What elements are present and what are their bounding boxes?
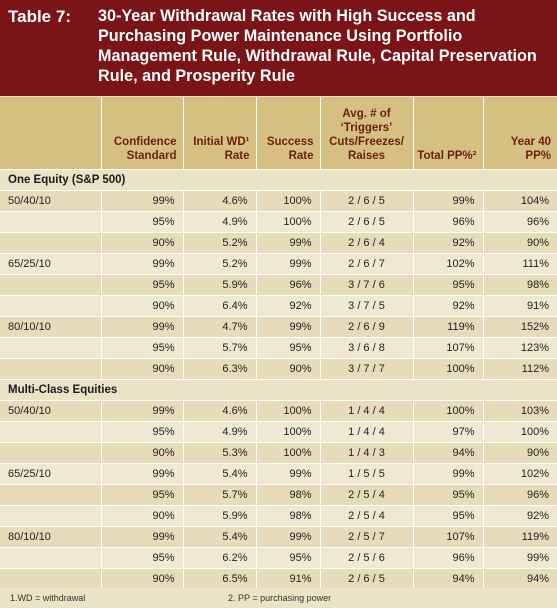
cell-confidence: 90% xyxy=(101,296,183,317)
table-row xyxy=(0,296,557,317)
table-number: Table 7: xyxy=(8,7,71,26)
cell-success-rate: 99% xyxy=(256,527,320,548)
cell-allocation xyxy=(0,212,101,233)
cell-triggers: 3 / 7 / 5 xyxy=(320,296,413,317)
cell-allocation: 80/10/10 xyxy=(0,317,101,338)
withdrawal-rates-table xyxy=(0,97,557,589)
cell-initial-wd-rate: 6.2% xyxy=(183,548,256,569)
cell-success-rate: 99% xyxy=(256,254,320,275)
cell-allocation xyxy=(0,422,101,443)
cell-allocation xyxy=(0,338,101,359)
cell-year40-pp: 96% xyxy=(483,485,557,506)
cell-triggers: 1 / 4 / 4 xyxy=(320,422,413,443)
cell-success-rate: 98% xyxy=(256,485,320,506)
cell-triggers: 2 / 5 / 7 xyxy=(320,527,413,548)
header-row xyxy=(0,97,557,170)
cell-total-pp: 95% xyxy=(413,506,483,527)
cell-initial-wd-rate: 6.4% xyxy=(183,296,256,317)
cell-success-rate: 99% xyxy=(256,233,320,254)
cell-confidence: 95% xyxy=(101,548,183,569)
cell-triggers: 2 / 6 / 7 xyxy=(320,254,413,275)
cell-success-rate: 98% xyxy=(256,506,320,527)
cell-initial-wd-rate: 5.4% xyxy=(183,464,256,485)
table-row xyxy=(0,275,557,296)
cell-triggers: 2 / 6 / 4 xyxy=(320,233,413,254)
cell-total-pp: 119% xyxy=(413,317,483,338)
table-row xyxy=(0,233,557,254)
section-header-row xyxy=(0,170,557,191)
cell-confidence: 90% xyxy=(101,569,183,590)
cell-total-pp: 96% xyxy=(413,212,483,233)
cell-year40-pp: 152% xyxy=(483,317,557,338)
cell-confidence: 95% xyxy=(101,338,183,359)
cell-total-pp: 94% xyxy=(413,569,483,590)
cell-confidence: 99% xyxy=(101,191,183,212)
cell-success-rate: 100% xyxy=(256,191,320,212)
cell-total-pp: 92% xyxy=(413,296,483,317)
cell-allocation xyxy=(0,296,101,317)
cell-confidence: 95% xyxy=(101,422,183,443)
cell-allocation: 50/40/10 xyxy=(0,401,101,422)
table-row xyxy=(0,212,557,233)
cell-triggers: 2 / 6 / 5 xyxy=(320,212,413,233)
cell-total-pp: 102% xyxy=(413,254,483,275)
cell-confidence: 90% xyxy=(101,506,183,527)
table-row xyxy=(0,338,557,359)
table-row xyxy=(0,359,557,380)
cell-initial-wd-rate: 5.2% xyxy=(183,254,256,275)
table-row xyxy=(0,422,557,443)
cell-confidence: 95% xyxy=(101,212,183,233)
cell-triggers: 1 / 4 / 4 xyxy=(320,401,413,422)
cell-success-rate: 99% xyxy=(256,317,320,338)
table-row xyxy=(0,254,557,275)
cell-total-pp: 96% xyxy=(413,548,483,569)
cell-year40-pp: 90% xyxy=(483,233,557,254)
cell-year40-pp: 112% xyxy=(483,359,557,380)
cell-triggers: 2 / 5 / 6 xyxy=(320,548,413,569)
table-row xyxy=(0,317,557,338)
cell-triggers: 3 / 7 / 7 xyxy=(320,359,413,380)
cell-year40-pp: 92% xyxy=(483,506,557,527)
cell-confidence: 99% xyxy=(101,401,183,422)
cell-confidence: 95% xyxy=(101,275,183,296)
cell-allocation xyxy=(0,506,101,527)
cell-initial-wd-rate: 4.6% xyxy=(183,401,256,422)
cell-year40-pp: 99% xyxy=(483,548,557,569)
table-row xyxy=(0,485,557,506)
cell-triggers: 2 / 5 / 4 xyxy=(320,506,413,527)
cell-success-rate: 95% xyxy=(256,548,320,569)
cell-confidence: 90% xyxy=(101,443,183,464)
cell-total-pp: 95% xyxy=(413,485,483,506)
cell-success-rate: 92% xyxy=(256,296,320,317)
cell-initial-wd-rate: 6.5% xyxy=(183,569,256,590)
cell-allocation xyxy=(0,359,101,380)
cell-success-rate: 91% xyxy=(256,569,320,590)
cell-total-pp: 97% xyxy=(413,422,483,443)
column-header-year40-pp: Year 40 PP% xyxy=(483,97,557,170)
cell-year40-pp: 98% xyxy=(483,275,557,296)
footnote-purchasing-power: 2. PP = purchasing power xyxy=(228,593,332,603)
table-row xyxy=(0,569,557,590)
cell-allocation: 65/25/10 xyxy=(0,464,101,485)
cell-success-rate: 90% xyxy=(256,359,320,380)
table-row xyxy=(0,464,557,485)
column-header-allocation xyxy=(0,97,101,170)
cell-triggers: 1 / 5 / 5 xyxy=(320,464,413,485)
section-title: One Equity (S&P 500) xyxy=(0,170,557,191)
cell-year40-pp: 111% xyxy=(483,254,557,275)
cell-initial-wd-rate: 5.7% xyxy=(183,338,256,359)
cell-triggers: 1 / 4 / 3 xyxy=(320,443,413,464)
cell-confidence: 95% xyxy=(101,485,183,506)
cell-confidence: 99% xyxy=(101,464,183,485)
cell-success-rate: 96% xyxy=(256,275,320,296)
cell-year40-pp: 90% xyxy=(483,443,557,464)
title-bar xyxy=(0,0,557,96)
cell-initial-wd-rate: 4.7% xyxy=(183,317,256,338)
cell-initial-wd-rate: 5.9% xyxy=(183,506,256,527)
cell-allocation xyxy=(0,275,101,296)
column-header-triggers: Avg. # of ‘Triggers’ Cuts/Freezes/ Raises xyxy=(320,97,413,170)
cell-year40-pp: 123% xyxy=(483,338,557,359)
cell-initial-wd-rate: 5.9% xyxy=(183,275,256,296)
cell-total-pp: 99% xyxy=(413,464,483,485)
footnotes xyxy=(0,588,557,608)
cell-triggers: 2 / 6 / 9 xyxy=(320,317,413,338)
cell-initial-wd-rate: 6.3% xyxy=(183,359,256,380)
cell-triggers: 3 / 6 / 8 xyxy=(320,338,413,359)
table-row xyxy=(0,401,557,422)
table-row xyxy=(0,443,557,464)
cell-total-pp: 92% xyxy=(413,233,483,254)
cell-allocation xyxy=(0,443,101,464)
cell-initial-wd-rate: 5.2% xyxy=(183,233,256,254)
table-row xyxy=(0,191,557,212)
cell-allocation xyxy=(0,548,101,569)
cell-triggers: 2 / 5 / 4 xyxy=(320,485,413,506)
cell-year40-pp: 119% xyxy=(483,527,557,548)
cell-allocation xyxy=(0,233,101,254)
cell-year40-pp: 103% xyxy=(483,401,557,422)
footnote-withdrawal: 1.WD = withdrawal xyxy=(10,593,86,603)
cell-total-pp: 107% xyxy=(413,527,483,548)
cell-total-pp: 94% xyxy=(413,443,483,464)
cell-success-rate: 100% xyxy=(256,443,320,464)
cell-allocation: 65/25/10 xyxy=(0,254,101,275)
cell-allocation xyxy=(0,569,101,590)
cell-allocation xyxy=(0,485,101,506)
cell-allocation: 50/40/10 xyxy=(0,191,101,212)
cell-total-pp: 100% xyxy=(413,401,483,422)
cell-triggers: 2 / 6 / 5 xyxy=(320,569,413,590)
cell-confidence: 99% xyxy=(101,254,183,275)
column-header-success-rate: Success Rate xyxy=(256,97,320,170)
cell-success-rate: 99% xyxy=(256,464,320,485)
column-header-total-pp: Total PP%² xyxy=(413,97,483,170)
cell-success-rate: 100% xyxy=(256,401,320,422)
cell-year40-pp: 102% xyxy=(483,464,557,485)
cell-initial-wd-rate: 4.9% xyxy=(183,212,256,233)
cell-success-rate: 100% xyxy=(256,212,320,233)
cell-confidence: 90% xyxy=(101,233,183,254)
cell-total-pp: 107% xyxy=(413,338,483,359)
cell-initial-wd-rate: 5.4% xyxy=(183,527,256,548)
cell-year40-pp: 94% xyxy=(483,569,557,590)
section-header-row xyxy=(0,380,557,401)
cell-success-rate: 95% xyxy=(256,338,320,359)
cell-confidence: 99% xyxy=(101,527,183,548)
table-row xyxy=(0,548,557,569)
cell-initial-wd-rate: 4.9% xyxy=(183,422,256,443)
cell-success-rate: 100% xyxy=(256,422,320,443)
cell-total-pp: 95% xyxy=(413,275,483,296)
cell-triggers: 3 / 7 / 6 xyxy=(320,275,413,296)
cell-year40-pp: 96% xyxy=(483,212,557,233)
cell-initial-wd-rate: 5.7% xyxy=(183,485,256,506)
cell-confidence: 90% xyxy=(101,359,183,380)
table-row xyxy=(0,506,557,527)
column-header-confidence: Confidence Standard xyxy=(101,97,183,170)
cell-year40-pp: 100% xyxy=(483,422,557,443)
table-row xyxy=(0,527,557,548)
section-title: Multi-Class Equities xyxy=(0,380,557,401)
cell-allocation: 80/10/10 xyxy=(0,527,101,548)
table-title: 30-Year Withdrawal Rates with High Success and Purchasing Power Maintenance Using Portfolio Management Rule, Withdrawal Rule, Capital Preservation Rule, and Prosperity Rule xyxy=(98,7,537,85)
cell-year40-pp: 104% xyxy=(483,191,557,212)
cell-triggers: 2 / 6 / 5 xyxy=(320,191,413,212)
cell-initial-wd-rate: 4.6% xyxy=(183,191,256,212)
cell-total-pp: 99% xyxy=(413,191,483,212)
cell-year40-pp: 91% xyxy=(483,296,557,317)
cell-initial-wd-rate: 5.3% xyxy=(183,443,256,464)
cell-confidence: 99% xyxy=(101,317,183,338)
cell-total-pp: 100% xyxy=(413,359,483,380)
column-header-initial-wd-rate: Initial WD¹ Rate xyxy=(183,97,256,170)
